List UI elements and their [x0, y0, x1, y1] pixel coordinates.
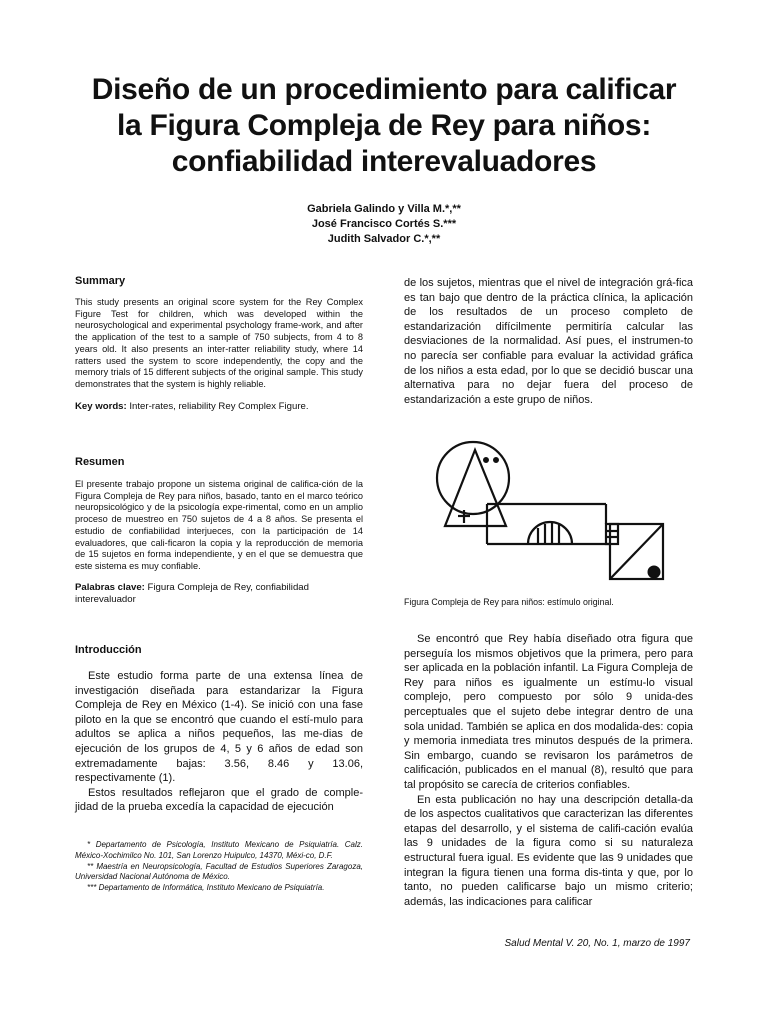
right-p2: Se encontró que Rey había diseñado otra figura que perseguía los mismos objetivos que la primera, pero para ser aplicada en la población infantil. La Figura Compleja de Rey para niños es igualmente un estímu-lo visual complejo, pero compuesto por sólo 9 unida-des perceptuales que el sujeto debe integrar dentro de una sola unidad. También se aplica en dos modalida-des: copia y memoria inmediata tres minutos después de la primera. Sin embargo, cuando se revisaron los parámetros de calificación, publicados en el manual (8), resultó que para tal propósito se carecía de criterios confiables.: [404, 633, 693, 791]
article-title: [40, 72, 728, 180]
introduccion-p2: Estos resultados reflejaron que el grado de comple-jidad de la prueba excedía la capacidad de ejecución: [75, 786, 363, 814]
right-p3: En esta publicación no hay una descripción detalla-da de los aspectos cualitativos que caracterizan las diferentes etapas del desarrollo, y el sistema de califi-cación evalúa las 9 unidades de la figura como si su naturaleza estructural fuera igual. Es evidente que las 9 unidades que integran la figura tienen una forma dis-tinta y que, por lo tanto, no pueden calificarse bajo un mismo criterio; además, las indicaciones para calificar: [404, 793, 693, 908]
title-line-3: confiabilidad interevaluadores: [171, 145, 597, 178]
footnote-2: ** Maestría en Neuropsicología, Facultad de Estudios Superiores Zaragoza, Universidad Nacional Autónoma de México.: [75, 861, 363, 882]
keywords-label: Key words:: [75, 400, 127, 412]
title-line-1: Diseño de un procedimiento para calificar: [91, 73, 677, 106]
footnote-1: * Departamento de Psicología, Instituto Mexicano de Psiquiatría. Calz. México-Xochimilco No. 101, San Lorenzo Huipulco, 14370, Méxi-co, D.F.: [75, 840, 363, 860]
figure-caption-block: [404, 597, 693, 608]
figure-semicircle: [528, 522, 572, 544]
footnote-3: *** Departamento de Informática, Instituto Mexicano de Psiquiatría.: [87, 883, 325, 893]
summary-heading: Summary: [75, 275, 126, 287]
figure-filled-dot: [648, 566, 660, 578]
author-2: José Francisco Cortés S.***: [311, 218, 457, 230]
author-3: Judith Salvador C.*,**: [327, 233, 441, 245]
palabras-clave-label: Palabras clave:: [75, 581, 145, 593]
summary-keywords: [75, 401, 363, 413]
journal-footer: Salud Mental V. 20, No. 1, marzo de 1997: [504, 938, 690, 949]
figure-caption: Figura Compleja de Rey para niños: estímulo original.: [404, 597, 614, 607]
introduccion-section: [75, 643, 363, 815]
introduccion-heading: Introducción: [75, 644, 142, 656]
resumen-section: [75, 455, 363, 606]
author-1: Gabriela Galindo y Villa M.*,**: [307, 203, 461, 215]
summary-text: This study presents an original score system for the Rey Complex Figure Test for children, which was developed within the neurosychological and experimental psychology frame-work, and after the application of the test to a sample of 750 subjects, from 4 to 8 years old. It also presents an inter-ratter reliability study, where 14 ratters used the system to score independently, the copy and the memory trials of 15 different subjects of the original sample. This study demonstrates that the system is highly reliable.: [75, 297, 363, 389]
palabras-clave-text: Figura Compleja de Rey, confiabilidad interevaluador: [75, 581, 309, 605]
right-column-bottom: [404, 632, 693, 909]
resumen-keywords: [75, 582, 363, 606]
summary-section: [75, 274, 363, 413]
introduccion-p1: Este estudio forma parte de una extensa línea de investigación diseñada para estandarizar la Figura Compleja de Rey en México (1-4). Se inició con una fase piloto en la que se encontró que cuando el estí-mulo para adultos se aplica a niños pequeños, las me-dias de ejecución de los grupos de 4, 5 y 6 años de edad son extremadamente bajas: 3.56, 8.46 y 13.06, respectivamente (1).: [75, 670, 363, 785]
footnotes: [75, 840, 363, 894]
title-line-2: la Figura Compleja de Rey para niños:: [116, 109, 652, 142]
author-list: [200, 202, 568, 247]
right-column-top: [404, 276, 693, 407]
resumen-text: El presente trabajo propone un sistema original de califica-ción de la Figura Compleja de Rey para niños, basado, tanto en el marco teórico neuropsicológico y de la psicología expe-rimental, como en un amplio proceso de muestreo en 750 sujetos de 4 a 8 años. Se presenta el estudio de confiabilidad interjueces, con la participación de 14 evaluadores, que cali-ficaron la copia y la reproducción de memoria de 15 sujetos en forma independiente, y en el que se demuestra que este sistema es muy confiable.: [75, 479, 363, 571]
rey-complex-figure: [430, 438, 670, 586]
keywords-text: Inter-rates, reliability Rey Complex Figure.: [129, 400, 309, 412]
continued-paragraph: de los sujetos, mientras que el nivel de integración grá-fica es tan bajo que dentro de la práctica clínica, la aplicación de los resultados de un proceso completo de estandarización difícilmente permitiría calcular las desviaciones de la normalidad. Así pues, el instrumen-to no parecía ser confiable para evaluar la actividad gráfica de los niños a esta edad, por lo que se decidió buscar una alternativa para no dejar fuera del proceso de estandarización a este grupo de niños.: [404, 277, 693, 406]
resumen-heading: Resumen: [75, 456, 125, 468]
